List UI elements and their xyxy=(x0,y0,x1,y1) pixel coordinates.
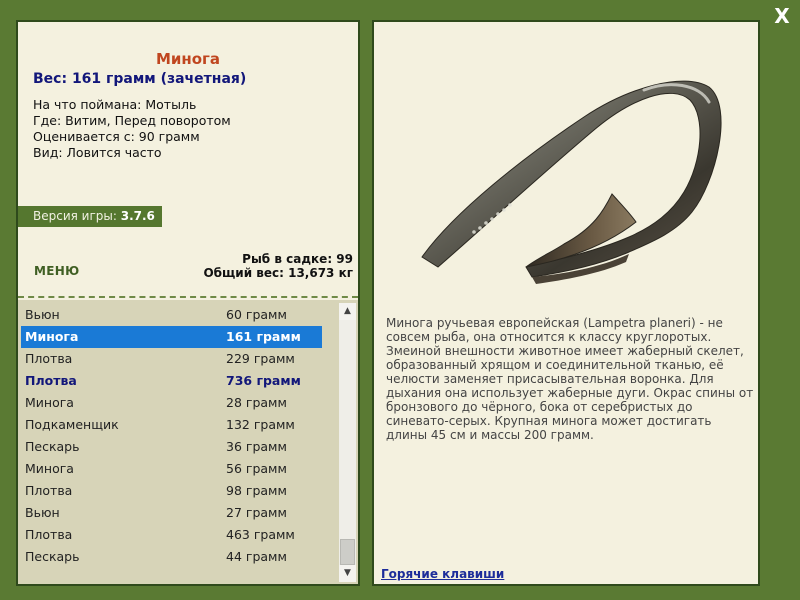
fish-weight: 44 грамм xyxy=(226,549,287,564)
fish-name: Вьюн xyxy=(25,307,60,322)
fish-name: Плотва xyxy=(25,483,73,498)
list-item[interactable] xyxy=(21,480,322,502)
fish-info xyxy=(18,22,358,292)
fish-name: Плотва xyxy=(25,527,73,542)
list-item[interactable] xyxy=(21,502,322,524)
fish-weight: 36 грамм xyxy=(226,439,287,454)
list-item[interactable] xyxy=(21,414,322,436)
list-item[interactable] xyxy=(21,436,322,458)
scroll-thumb[interactable] xyxy=(340,539,355,565)
fish-name: Минога xyxy=(25,461,74,476)
fish-weight: Вес: 161 грамм (зачетная) xyxy=(33,71,247,87)
fish-weight: 28 грамм xyxy=(226,395,287,410)
fish-weight: 60 грамм xyxy=(226,307,287,322)
fish-description: Минога ручьевая европейская (Lampetra planeri) - не совсем рыба, она относится к классу круглоротых. Змеиной внешности животное имеет жаберный скелет, образованный хрящом и соединительной тканью, её челюсти заменяет присасывательная воронка. Для дыхания она использует жаберные дуги. Окрас спины от бронзового до чёрного, бока от серебристых до синевато-серых. Крупная минога может достигать длины 45 см и массы 200 грамм. xyxy=(386,316,754,442)
version-badge xyxy=(18,206,162,227)
fish-weight: 161 грамм xyxy=(226,329,301,344)
fish-weight: 56 грамм xyxy=(226,461,287,476)
list-item[interactable] xyxy=(21,458,322,480)
fish-bait: На что поймана: Мотыль xyxy=(33,97,197,112)
catch-list[interactable] xyxy=(18,300,358,584)
version-label: Версия игры: xyxy=(33,209,121,223)
fish-name: Минога xyxy=(25,395,74,410)
menu-button[interactable]: МЕНЮ xyxy=(34,264,80,278)
fish-weight: 229 грамм xyxy=(226,351,295,366)
scroll-up-icon[interactable]: ▲ xyxy=(339,303,356,320)
fish-name: Пескарь xyxy=(25,439,80,454)
version-value: 3.7.6 xyxy=(120,209,155,223)
list-item-selected[interactable] xyxy=(21,326,322,348)
lamprey-image xyxy=(414,62,724,312)
fish-weight: 98 грамм xyxy=(226,483,287,498)
fish-weight: 27 грамм xyxy=(226,505,287,520)
list-item-trophy[interactable] xyxy=(21,370,322,392)
fish-weight: 463 грамм xyxy=(226,527,295,542)
fish-name: Вьюн xyxy=(25,505,60,520)
close-icon[interactable]: X xyxy=(774,4,790,28)
fish-location: Где: Витим, Перед поворотом xyxy=(33,113,231,128)
fish-frequency: Вид: Ловится часто xyxy=(33,145,162,160)
fish-name: Минога xyxy=(25,329,79,344)
fish-weight: 132 грамм xyxy=(226,417,295,432)
divider xyxy=(18,296,358,298)
fish-name: Плотва xyxy=(25,351,73,366)
fish-threshold: Оценивается с: 90 грамм xyxy=(33,129,200,144)
fish-detail-panel xyxy=(372,20,760,586)
catch-panel xyxy=(16,20,360,586)
fish-name: Подкаменщик xyxy=(25,417,119,432)
list-item[interactable] xyxy=(21,546,322,568)
list-item[interactable] xyxy=(21,304,322,326)
list-item[interactable] xyxy=(21,524,322,546)
fish-name: Плотва xyxy=(25,373,77,388)
scrollbar[interactable] xyxy=(339,303,356,582)
catch-count: Рыб в садке: 99 xyxy=(242,252,353,266)
scroll-down-icon[interactable]: ▼ xyxy=(339,565,356,582)
fish-weight: 736 грамм xyxy=(226,373,301,388)
list-item[interactable] xyxy=(21,392,322,414)
list-item[interactable] xyxy=(21,348,322,370)
hotkeys-link[interactable]: Горячие клавиши xyxy=(381,567,505,581)
total-weight: Общий вес: 13,673 кг xyxy=(203,266,353,280)
fish-title: Минога xyxy=(155,50,221,68)
fish-name: Пескарь xyxy=(25,549,80,564)
